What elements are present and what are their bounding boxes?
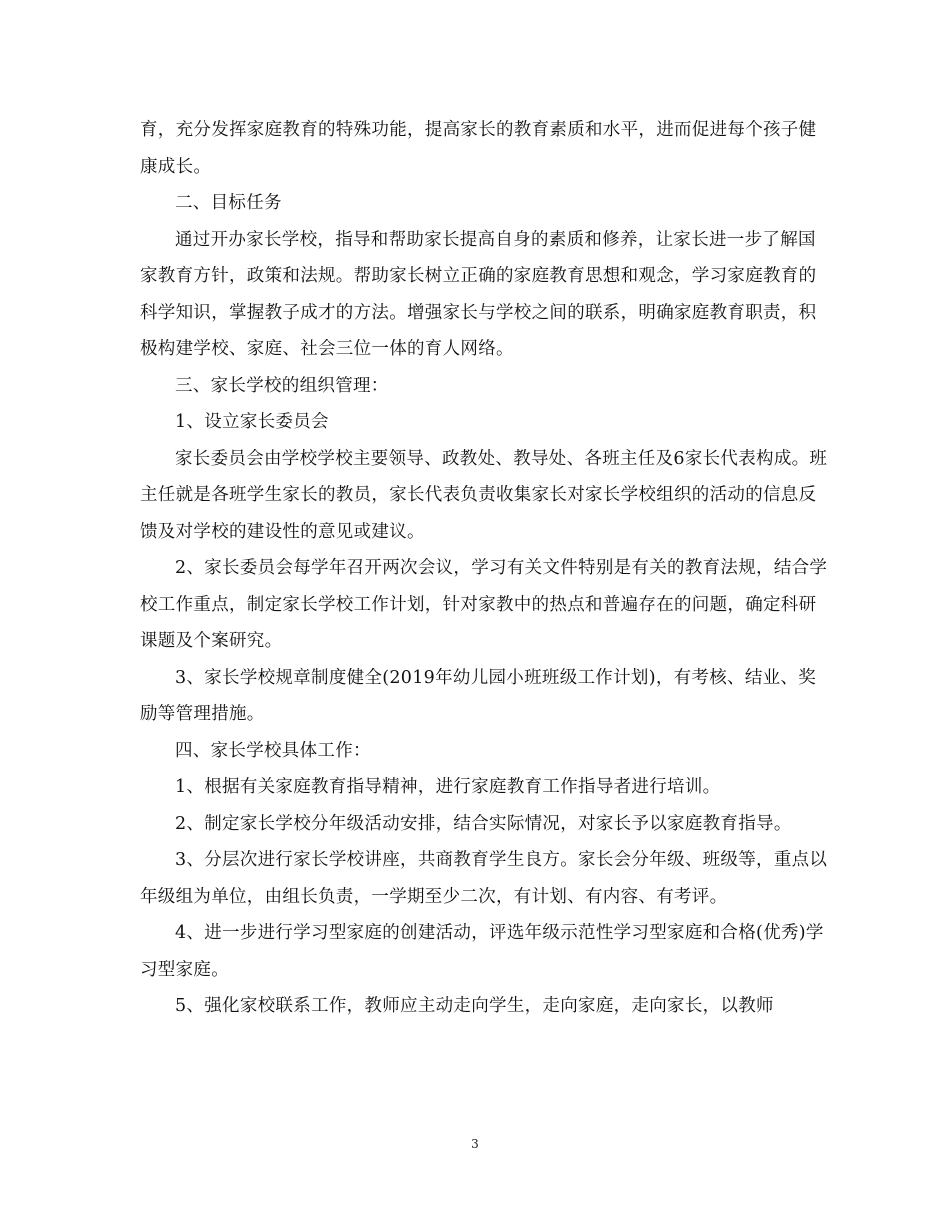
paragraph: 3、分层次进行家长学校讲座，共商教育学生良方。家长会分年级、班级等，重点以年级组为单位，由组长负责，一学期至少二次，有计划、有内容、有考评。 [140,850,828,907]
paragraph: 育，充分发挥家庭教育的特殊功能，提高家长的教育素质和水平，进而促进每个孩子健康成长。 [140,120,817,177]
paragraph: 3、家长学校规章制度健全(2019年幼儿园小班班级工作计划)，有考核、结业、奖励等管理措施。 [140,667,817,724]
document-body [140,112,830,1025]
paragraph: 1、根据有关家庭教育指导精神，进行家庭教育工作指导者进行培训。 [175,777,721,797]
paragraph: 2、制定家长学校分年级活动安排，结合实际情况，对家长予以家庭教育指导。 [175,813,792,834]
section-heading: 四、家长学校具体工作： [175,740,371,761]
paragraph: 通过开办家长学校，指导和帮助家长提高自身的素质和修养，让家长进一步了解国家教育方针，政策和法规。帮助家长树立正确的家庭教育思想和观念，学习家庭教育的科学知识，掌握教子成才的方法。增强家长与学校之间的联系，明确家庭教育职责，积极构建学校、家庭、社会三位一体的育人网络。 [140,229,817,359]
section-heading: 二、目标任务 [175,193,282,213]
page-number: 3 [471,1137,479,1151]
paragraph: 2、家长委员会每学年召开两次会议，学习有关文件特别是有关的教育法规，结合学校工作重点，制定家长学校工作计划，针对家教中的热点和普遍存在的问题，确定科研课题及个案研究。 [140,558,828,651]
paragraph: 4、进一步进行学习型家庭的创建活动，评选年级示范性学习型家庭和合格(优秀)学习型家庭。 [140,923,824,980]
section-heading: 三、家长学校的组织管理： [175,375,389,396]
subsection-heading: 1、设立家长委员会 [175,412,329,432]
paragraph: 家长委员会由学校学校主要领导、政教处、教导处、各班主任及6家长代表构成。班主任就是各班学生家长的教员，家长代表负责收集家长对家长学校组织的活动的信息反馈及对学校的建设性的意见或建议。 [140,448,828,542]
paragraph: 5、强化家校联系工作，教师应主动走向学生，走向家庭，走向家长，以教师 [175,996,774,1016]
